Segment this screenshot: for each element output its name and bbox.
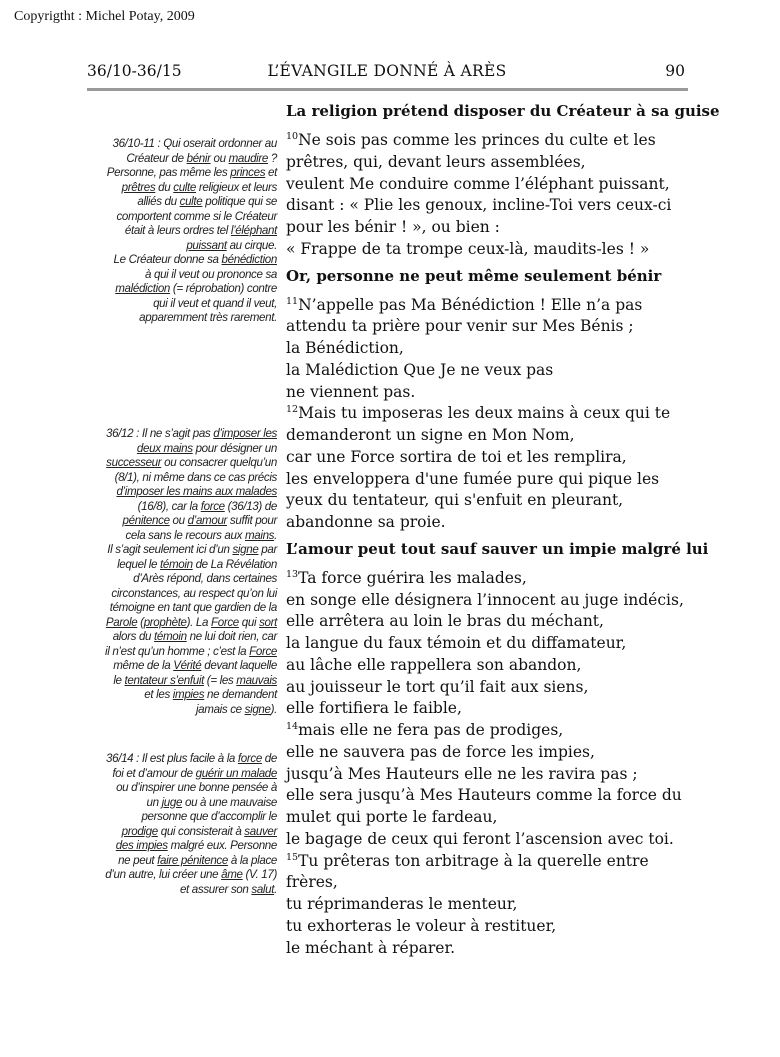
page-number: 90 — [665, 62, 685, 80]
underlined-term: maudire — [228, 151, 269, 165]
verse-text: Ne sois pas comme les princes du culte et les — [298, 131, 656, 149]
note-text: 36/10-11 : Qui oserait ordonner au — [112, 137, 277, 150]
verse-line — [286, 720, 691, 742]
underlined-term: faire pénitence — [157, 853, 228, 867]
note-line — [84, 703, 277, 718]
note-text: d’un autre, lui créer une — [105, 868, 222, 881]
note-text: ou — [210, 151, 229, 165]
verse-text: mulet qui porte le fardeau, — [286, 808, 498, 826]
page-header — [87, 62, 687, 82]
verse-line — [286, 633, 691, 655]
note-line — [84, 471, 277, 486]
verse-text: le méchant à réparer. — [286, 938, 456, 957]
verse-text: au lâche elle rappellera son abandon, — [286, 655, 582, 674]
underlined-term: signe — [232, 543, 259, 556]
underlined-term: d’imposer les mains aux malades — [116, 485, 277, 498]
note-line — [84, 297, 277, 312]
note-text: de La Révélation — [192, 557, 277, 571]
verse-text: mais elle ne fera pas de prodiges, — [298, 721, 564, 739]
note-line — [84, 781, 277, 796]
verse-line — [286, 403, 691, 425]
verse-text: jusqu’à Mes Hauteurs elle ne les ravira pas ; — [286, 764, 638, 783]
note-line — [84, 659, 277, 674]
verse-line — [286, 785, 691, 807]
underlined-term: d’amour — [187, 514, 228, 527]
verse-range: 36/10-36/15 — [87, 62, 182, 80]
note-text: suffit pour — [227, 514, 277, 527]
underlined-term: signe — [244, 702, 271, 716]
note-text: 36/14 : Il est plus facile à la — [106, 752, 238, 765]
verse-text: pour les bénir ! », ou bien : — [286, 218, 500, 236]
verse-line — [286, 655, 691, 677]
note-text: et — [265, 166, 277, 179]
verse-line — [286, 590, 691, 612]
note-line — [84, 674, 277, 689]
note-line — [84, 500, 277, 515]
note-text: (8/1), ni même dans ce cas précis — [114, 470, 277, 484]
note-text: malgré eux. Personne — [167, 839, 277, 852]
note-text: pour désigner un — [192, 441, 277, 455]
note-text: ou à une mauvaise — [182, 795, 277, 809]
verse-text: Tu prêteras ton arbitrage à la querelle entre — [298, 851, 649, 870]
underlined-term: force — [200, 499, 225, 513]
verse-number: 11 — [286, 295, 299, 307]
note-line — [84, 253, 277, 268]
note-text: religieux et leurs — [196, 180, 277, 194]
underlined-term: âme — [221, 868, 243, 881]
verse-line — [286, 677, 691, 699]
verse-line — [286, 916, 691, 938]
verse-text: elle fortifiera le faible, — [286, 699, 462, 718]
note-text: (= réprobation) contre — [170, 282, 277, 295]
verse-text: au jouisseur le tort qu’il fait aux siens, — [286, 677, 589, 696]
copyright-notice: Copyrigtht : Michel Potay, 2009 — [14, 9, 195, 24]
note-line — [84, 427, 277, 442]
verse-line — [286, 195, 691, 217]
verse-text: abandonne sa proie. — [286, 513, 446, 531]
note-text: ou consacrer quelqu’un — [161, 456, 277, 469]
note-text: 36/12 : Il ne s’agit pas — [105, 427, 214, 440]
verse-line — [286, 490, 691, 512]
underlined-term: princes — [230, 166, 266, 179]
underlined-term: témoin — [160, 557, 193, 571]
verse-line — [286, 447, 691, 469]
verse-line — [286, 174, 691, 196]
verse-line — [286, 130, 691, 152]
verse-line — [286, 894, 691, 916]
verse-line — [286, 698, 691, 720]
underlined-term: mains — [244, 528, 275, 542]
verse-line — [286, 938, 691, 960]
note-line — [84, 442, 277, 457]
note-line — [84, 166, 277, 181]
margin-note — [84, 137, 277, 326]
verse-text: elle sera jusqu’à Mes Hauteurs comme la force du — [286, 786, 682, 805]
verse-text: tu exhorteras le voleur à restituer, — [286, 916, 557, 935]
underlined-term: tentateur s’enfuit — [124, 673, 204, 687]
verse-text: elle ne sauvera pas de force les impies, — [286, 742, 595, 761]
verse-text: veulent Me conduire comme l’éléphant puissant, — [286, 174, 670, 193]
note-line — [84, 268, 277, 283]
note-text: à qui il veut ou prononce sa — [145, 267, 277, 281]
underlined-term: successeur — [106, 456, 162, 469]
verse-line — [286, 239, 691, 261]
note-line — [84, 825, 277, 840]
note-line — [84, 645, 277, 660]
note-text: de — [261, 752, 277, 765]
book-title: L’ÉVANGILE DONNÉ À ARÈS — [267, 62, 507, 80]
verse-text: Mais tu imposeras les deux mains à ceux qui te — [298, 404, 671, 423]
note-text: jamais ce — [195, 702, 245, 716]
note-line — [84, 868, 277, 883]
verse-text: N’appelle pas Ma Bénédiction ! Elle n’a pas — [298, 295, 643, 314]
verse-number: 14 — [286, 721, 299, 732]
note-text: ). La — [186, 615, 211, 629]
note-text: ou — [169, 514, 188, 527]
underlined-term: bénédiction — [221, 253, 277, 266]
verse-line — [286, 512, 691, 534]
note-line — [84, 810, 277, 825]
note-text: était à leurs ordres tel — [124, 224, 231, 237]
verse-line — [286, 316, 691, 338]
section-heading: L’amour peut tout sauf sauver un impie malgré lui — [286, 539, 709, 558]
note-line — [84, 137, 277, 152]
note-line — [84, 485, 277, 500]
margin-note — [84, 752, 277, 897]
underlined-term: d’imposer les — [213, 427, 277, 440]
note-text: . — [274, 882, 277, 896]
verse-line — [286, 217, 691, 239]
note-line — [84, 558, 277, 573]
note-text: du — [155, 180, 174, 194]
note-text: et assurer son — [179, 882, 252, 896]
note-line — [84, 514, 277, 529]
underlined-term: témoin — [154, 630, 187, 643]
underlined-term: Vérité — [173, 659, 202, 672]
note-text: ne lui doit rien, car — [186, 630, 277, 643]
note-line — [84, 854, 277, 869]
verse-text: prêtres, qui, devant leurs assemblées, — [286, 152, 586, 171]
margin-note — [84, 427, 277, 717]
underlined-term: puissant — [186, 238, 227, 252]
verse-text: ne viennent pas. — [286, 382, 416, 401]
underlined-term: force — [237, 752, 262, 765]
note-line — [84, 796, 277, 811]
note-line — [84, 767, 277, 782]
verse-line — [286, 382, 691, 404]
note-line — [84, 587, 277, 602]
verse-text: la Bénédiction, — [286, 339, 404, 357]
note-text: même de la — [113, 659, 174, 672]
verse-line — [286, 568, 691, 590]
underlined-term: bénir — [186, 151, 211, 165]
verse-text: attendu ta prière pour venir sur Mes Bénis ; — [286, 317, 634, 336]
note-line — [84, 839, 277, 854]
note-line — [84, 456, 277, 471]
underlined-term: culte — [179, 195, 203, 208]
verse-line — [286, 872, 691, 894]
note-text: le — [113, 673, 125, 687]
verse-text: les enveloppera d'une fumée pure qui pique les — [286, 469, 660, 488]
note-text: témoigne en tant que gardien de la — [109, 601, 277, 614]
note-text: au cirque. — [226, 238, 277, 252]
main-text — [286, 100, 720, 959]
note-text: (16/8), car la — [137, 499, 201, 513]
verse-text: car une Force sortira de toi et les remplira, — [286, 447, 627, 466]
note-line — [84, 572, 277, 587]
note-text: Il s’agit seulement ici d’un — [107, 543, 233, 556]
note-text: (= les — [203, 673, 237, 687]
note-line — [84, 529, 277, 544]
underlined-term: l’éléphant — [230, 224, 277, 237]
note-text: ? — [268, 151, 277, 165]
section-heading: Or, personne ne peut même seulement bénir — [286, 266, 662, 285]
note-text: personne que d’accomplir le — [141, 810, 277, 823]
verse-line — [286, 807, 691, 829]
verse-text: « Frappe de ta trompe ceux-là, maudits-les ! » — [286, 239, 650, 258]
underlined-term: culte — [173, 180, 196, 194]
note-line — [84, 616, 277, 631]
note-line — [84, 239, 277, 254]
verse-text: en songe elle désignera l’innocent au juge indécis, — [286, 590, 684, 609]
verse-number: 13 — [286, 568, 299, 580]
underlined-term: sauver — [244, 824, 277, 838]
underlined-term: Force — [249, 644, 277, 658]
verse-line — [286, 611, 691, 633]
verse-text: la langue du faux témoin et du diffamateur, — [286, 634, 627, 652]
verse-number: 12 — [286, 404, 299, 416]
verse-line — [286, 295, 691, 317]
verse-line — [286, 425, 691, 447]
note-line — [84, 195, 277, 210]
verse-text: le bagage de ceux qui feront l’ascension avec toi. — [286, 829, 674, 848]
verse-line — [286, 338, 691, 360]
note-line — [84, 152, 277, 167]
note-text: (V. 17) — [242, 868, 277, 881]
note-text: cela sans le recours aux — [125, 528, 245, 542]
verse-text: tu réprimanderas le menteur, — [286, 895, 518, 913]
verse-line — [286, 742, 691, 764]
note-text: lequel le — [117, 557, 160, 571]
note-line — [84, 752, 277, 767]
note-text: circonstances, au respect qu’on lui — [111, 586, 277, 600]
verse-text: elle arrêtera au loin le bras du méchant, — [286, 612, 604, 631]
note-text: Le Créateur donne sa — [113, 253, 222, 266]
verse-text: la Malédiction Que Je ne veux pas — [286, 360, 554, 379]
note-text: apparemment très rarement. — [139, 311, 277, 324]
note-line — [84, 181, 277, 196]
note-text: Créateur de — [126, 151, 187, 165]
underlined-term: guérir un malade — [195, 766, 277, 780]
verse-line — [286, 360, 691, 382]
underlined-term: prêtres — [121, 180, 156, 194]
section-heading: La religion prétend disposer du Créateur à sa guise — [286, 102, 720, 120]
note-line — [84, 543, 277, 558]
note-text: à la place — [227, 853, 277, 867]
underlined-term: malédiction — [115, 282, 171, 295]
note-text: . — [274, 528, 277, 542]
note-line — [84, 210, 277, 225]
underlined-term: Parole — [105, 615, 138, 629]
underlined-term: sort — [259, 615, 277, 629]
verse-text: yeux du tentateur, qui s'enfuit en pleurant, — [286, 491, 624, 510]
note-text: Personne, pas même les — [106, 166, 231, 179]
underlined-term: juge — [161, 795, 183, 809]
note-line — [84, 883, 277, 898]
verse-line — [286, 469, 691, 491]
note-text: alliés du — [137, 195, 180, 208]
verse-text: Ta force guérira les malades, — [298, 568, 527, 587]
note-text: ou d’inspirer une bonne pensée à — [116, 781, 277, 794]
header-rule — [87, 88, 688, 91]
verse-number: 15 — [286, 851, 299, 863]
note-text: qui il veut et quand il veut, — [153, 296, 277, 310]
underlined-term: impies — [172, 688, 205, 701]
note-text: (36/13) de — [224, 499, 277, 513]
note-text: alors du — [112, 630, 155, 643]
note-text: ne peut — [118, 853, 158, 867]
verse-line — [286, 152, 691, 174]
note-text: un — [146, 795, 162, 809]
verse-line — [286, 851, 691, 873]
note-text: ). — [270, 702, 277, 716]
verse-text: disant : « Plie les genoux, incline-Toi vers ceux-ci — [286, 196, 672, 215]
note-text: qui consisterait à — [157, 824, 245, 838]
note-text: ne demandent — [204, 688, 277, 701]
underlined-term: mauvais — [236, 673, 277, 687]
note-line — [84, 601, 277, 616]
underlined-term: pénitence — [122, 514, 170, 527]
verse-text: frères, — [286, 873, 338, 892]
underlined-term: prophète — [143, 615, 187, 629]
note-text: il n’est qu’un homme ; c’est la — [105, 644, 250, 658]
note-line — [84, 688, 277, 703]
note-text: politique qui se — [202, 195, 277, 208]
note-text: par — [258, 543, 277, 556]
underlined-term: prodige — [121, 824, 158, 838]
note-line — [84, 630, 277, 645]
note-line — [84, 282, 277, 297]
note-text: d’Arès répond, dans certaines — [133, 572, 277, 585]
verse-line — [286, 764, 691, 786]
note-text: et les — [144, 688, 173, 701]
verse-line — [286, 829, 691, 851]
note-text: qui — [238, 615, 260, 629]
verse-text: demanderont un signe en Mon Nom, — [286, 426, 575, 444]
note-text: devant laquelle — [201, 659, 277, 672]
note-line — [84, 311, 277, 326]
note-text: ( — [137, 615, 144, 629]
underlined-term: des impies — [115, 839, 168, 852]
underlined-term: deux mains — [136, 441, 193, 455]
note-text: foi et d’amour de — [112, 766, 196, 780]
verse-number: 10 — [286, 131, 299, 142]
note-text: comportent comme si le Créateur — [116, 209, 277, 223]
note-line — [84, 224, 277, 239]
underlined-term: salut — [251, 882, 275, 896]
underlined-term: Force — [211, 615, 239, 629]
